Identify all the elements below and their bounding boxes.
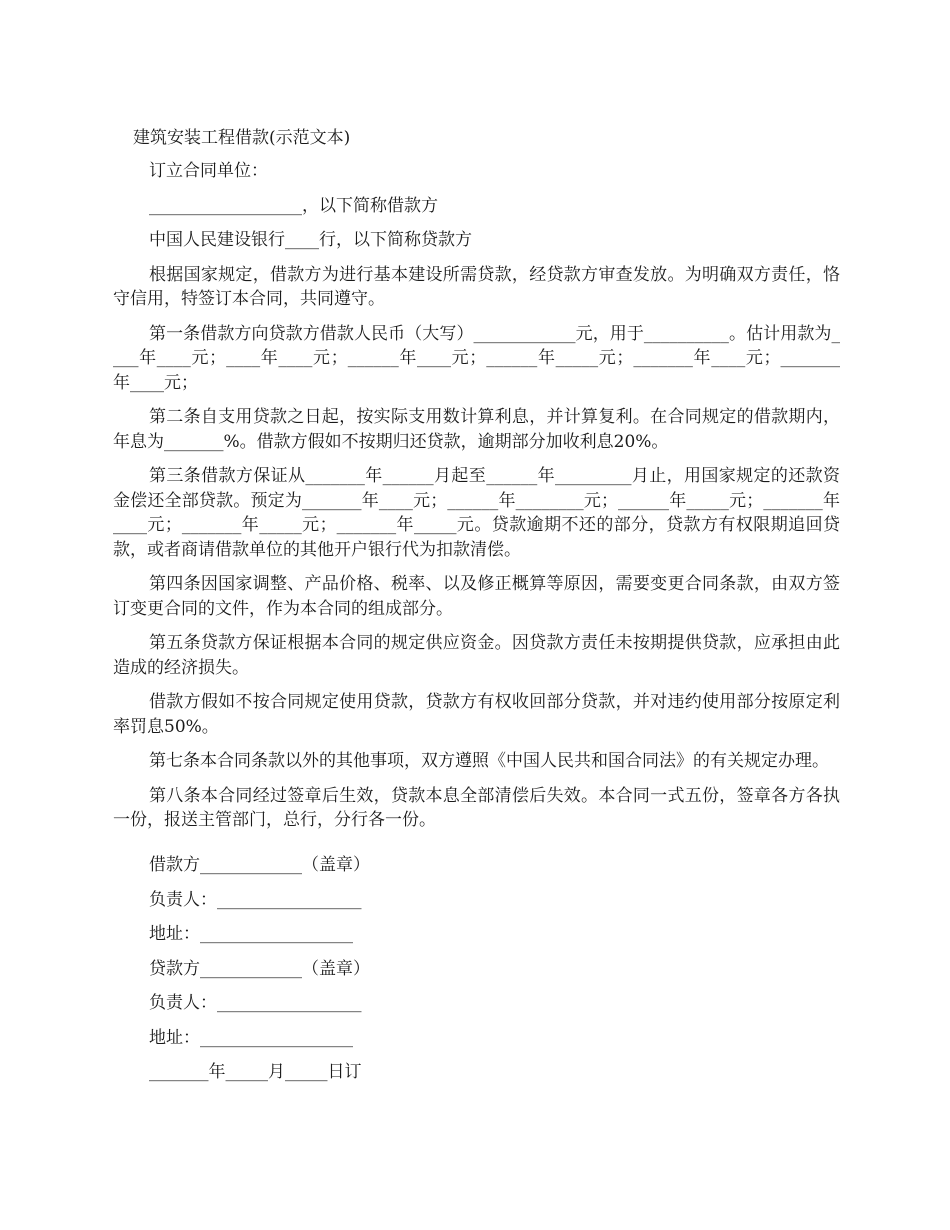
- paragraph-article-4: 第四条因国家调整、产品价格、税率、以及修正概算等原因，需要变更合同条款，由双方签订变更合同的文件，作为本合同的组成部分。: [113, 574, 840, 619]
- borrower-address-line: 地址：__________________: [149, 924, 353, 944]
- paragraph-article-3: 第三条借款方保证从_______年______月起至______年_________月止，用国家规定的还款资金偿还全部贷款。预定为_______年____元；______年________元；______年_____元；_______年____元；_______年_____元；_______年_____元。贷款逾期不还的部分，贷款方有权限期追回贷款，或者商请借款单位的其他开户银行代为扣款清偿。: [113, 466, 840, 560]
- paragraph-preamble: 根据国家规定，借款方为进行基本建设所需贷款，经贷款方审查发放。为明确双方责任，恪守信用，特签订本合同，共同遵守。: [113, 264, 840, 309]
- signature-block: [149, 853, 649, 1095]
- paragraph-article-5: 第五条贷款方保证根据本合同的规定供应资金。因贷款方责任未按期提供贷款，应承担由此造成的经济损失。: [113, 633, 840, 678]
- paragraph-article-8: 第八条本合同经过签章后生效，贷款本息全部清偿后失效。本合同一式五份，签章各方各执一份，报送主管部门，总行，分行各一份。: [113, 785, 840, 830]
- borrower-signature-line: 借款方____________（盖章）: [149, 855, 370, 875]
- paragraph-lender-line: 中国人民建设银行____行，以下简称贷款方: [149, 230, 472, 250]
- lender-representative-line: 负责人：_________________: [149, 993, 362, 1013]
- paragraph-borrower-line: __________________，以下简称借款方: [149, 195, 438, 216]
- contract-body: [113, 159, 840, 843]
- paragraph-article-2: 第二条自支用贷款之日起，按实际支用数计算利息，并计算复利。在合同规定的借款期内，年息为_______%。借款方假如不按期归还贷款，逾期部分加收利息20%。: [113, 407, 840, 452]
- document-title: 建筑安装工程借款(示范文本): [133, 128, 351, 148]
- paragraph-article-6: 借款方假如不按合同规定使用贷款，贷款方有权收回部分贷款，并对违约使用部分按原定利率罚息50%。: [113, 692, 840, 737]
- paragraph-article-1: 第一条借款方向贷款方借款人民币（大写）____________元，用于__________。估计用款为____年____元；____年____元；______年____元；______年_____元；_______年____元；_______年____元；: [113, 323, 840, 393]
- paragraph-parties-heading: 订立合同单位：: [149, 161, 268, 181]
- borrower-representative-line: 负责人：_________________: [149, 889, 362, 910]
- lender-signature-line: 贷款方____________（盖章）: [149, 958, 370, 979]
- paragraph-article-7: 第七条本合同条款以外的其他事项，双方遵照《中国人民共和国合同法》的有关规定办理。: [149, 751, 829, 771]
- signing-date-line: _______年_____月_____日订: [149, 1062, 362, 1082]
- lender-address-line: 地址：__________________: [149, 1027, 353, 1048]
